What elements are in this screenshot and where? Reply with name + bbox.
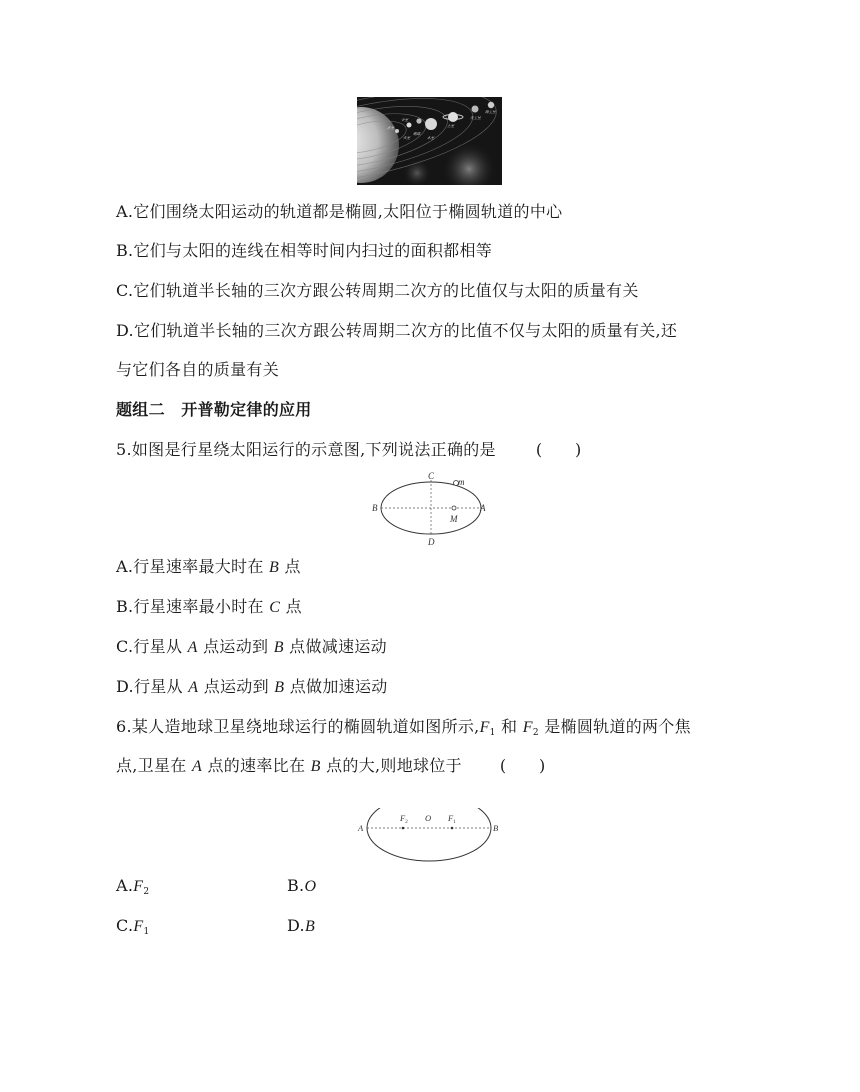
q5-option-a: A.行星速率最大时在 B 点 bbox=[116, 557, 301, 576]
q4-option-a: A.它们围绕太阳运动的轨道都是椭圆,太阳位于椭圆轨道的中心 bbox=[116, 202, 563, 221]
label-m-sun: M bbox=[450, 514, 458, 524]
q6-option-c: $C.F_1$ bbox=[116, 916, 150, 937]
q6-answer-paren: ( ) bbox=[499, 756, 546, 775]
q4-option-d: D.它们轨道半长轴的三次方跟公转周期二次方的比值不仅与太阳的质量有关,还 bbox=[116, 321, 678, 340]
label-m: m bbox=[458, 477, 465, 487]
q4-option-b: B.它们与太阳的连线在相等时间内扫过的面积都相等 bbox=[116, 241, 493, 260]
planet-label: 土星 bbox=[447, 124, 455, 128]
q5-stem-text: 5.如图是行星绕太阳运行的示意图,下列说法正确的是 bbox=[116, 440, 496, 459]
planet-label: 海王星 bbox=[485, 110, 496, 114]
label-f2: $F_2$ bbox=[400, 813, 408, 825]
label-o: O bbox=[425, 813, 432, 823]
label-b: B bbox=[493, 823, 499, 833]
q6-stem-cont: 点,卫星在 A 点的速率比在 B 点的大,则地球位于 ( ) bbox=[116, 756, 546, 775]
label-f1: $F_1$ bbox=[448, 813, 456, 825]
q5-stem bbox=[116, 440, 582, 460]
planet-label: 金星 bbox=[401, 118, 409, 122]
planet-label: 地球 bbox=[413, 132, 421, 136]
planet-label: 火星 bbox=[403, 136, 411, 140]
label-c: C bbox=[428, 471, 435, 481]
q5-option-b: B.行星速率最小时在 C 点 bbox=[116, 597, 302, 616]
q6-option-b: B.O bbox=[287, 876, 317, 895]
q6-option-d: D.B bbox=[287, 916, 316, 935]
q5-option-c: C.行星从 A 点运动到 B 点做减速运动 bbox=[116, 637, 387, 656]
planet-label: 天王星 bbox=[470, 116, 481, 120]
solar-system-image bbox=[357, 97, 502, 185]
planet-label: 水星 bbox=[387, 126, 395, 130]
section-title: 题组二 开普勒定律的应用 bbox=[116, 400, 312, 419]
planet-label: 木星 bbox=[427, 136, 435, 140]
q4-option-d-cont: 与它们各自的质量有关 bbox=[116, 360, 280, 379]
orbit-diagram-q6 bbox=[355, 808, 503, 864]
q6-option-a: $A.F_2$ bbox=[116, 876, 150, 897]
label-b: B bbox=[372, 503, 378, 513]
q5-answer-paren: ( ) bbox=[535, 440, 582, 459]
q5-option-d: D.行星从 A 点运动到 B 点做加速运动 bbox=[116, 677, 388, 696]
orbit-diagram-q5 bbox=[368, 468, 490, 548]
label-a: A bbox=[358, 823, 364, 833]
label-a: A bbox=[480, 503, 486, 513]
q6-stem: 6.某人造地球卫星绕地球运行的椭圆轨道如图所示$,F_1$ 和 $F_2$ 是椭圆轨道的两个焦 bbox=[116, 717, 691, 738]
label-d: D bbox=[428, 537, 435, 547]
q4-option-c: C.它们轨道半长轴的三次方跟公转周期二次方的比值仅与太阳的质量有关 bbox=[116, 281, 639, 300]
